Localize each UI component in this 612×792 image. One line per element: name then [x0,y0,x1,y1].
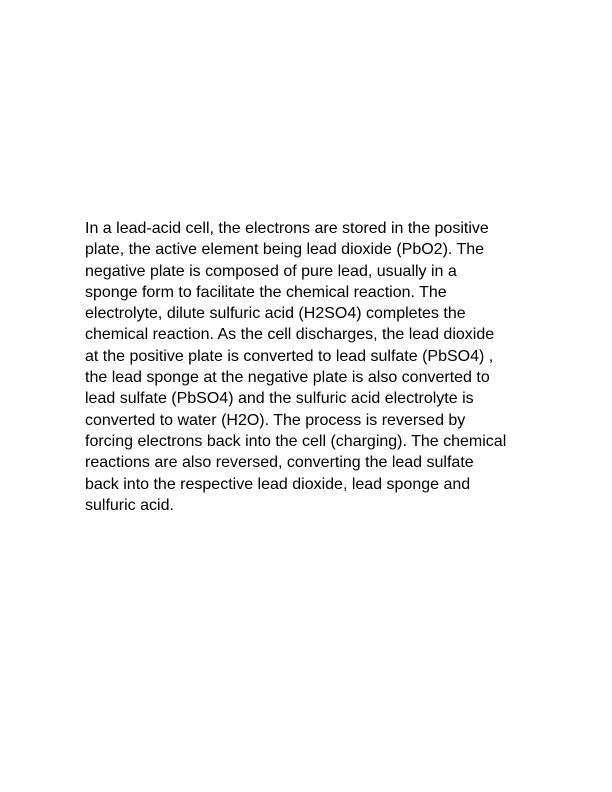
paragraph-line: plate, the active element being lead dioxide (PbO2). The [85,241,485,259]
paragraph-line: converted to water (H2O). The process is reversed by [85,411,466,429]
paragraph-line: electrolyte, dilute sulfuric acid (H2SO4) completes the [85,305,466,323]
paragraph-line: reactions are also reversed, converting the lead sulfate [85,454,474,472]
paragraph-line: sponge form to facilitate the chemical reaction. The [85,283,447,301]
paragraph-line: the lead sponge at the negative plate is also converted to [85,369,490,387]
paragraph-line: at the positive plate is converted to lead sulfate (PbSO4) , [85,347,494,365]
paragraph-line: sulfuric acid. [85,496,174,514]
body-paragraph [85,218,575,516]
paragraph-line: negative plate is composed of pure lead, usually in a [85,262,457,280]
paragraph-line: lead sulfate (PbSO4) and the sulfuric acid electrolyte is [85,390,474,408]
paragraph-line: In a lead-acid cell, the electrons are stored in the positive [85,220,489,237]
paragraph-line: forcing electrons back into the cell (charging). The chemical [85,432,507,450]
paragraph-line: chemical reaction. As the cell discharges, the lead dioxide [85,326,495,344]
paragraph-line: back into the respective lead dioxide, lead sponge and [85,475,471,493]
